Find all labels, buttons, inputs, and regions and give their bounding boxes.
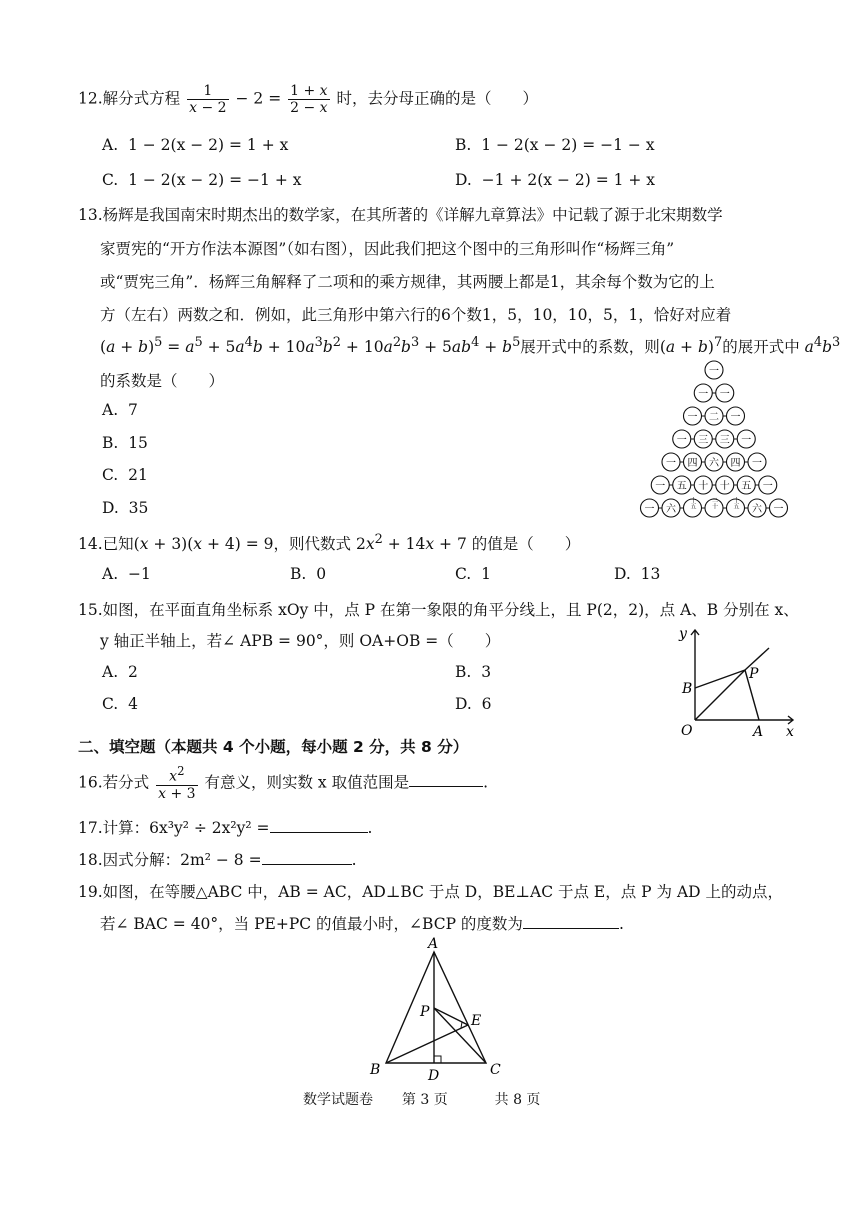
section-fill-in-title: 二、填空题（本题共 4 个小题，每小题 2 分，共 8 分） bbox=[78, 738, 469, 756]
triangle-cell-label: 一 bbox=[752, 458, 762, 469]
triangle-cell-label: 五 bbox=[676, 481, 687, 492]
triangle-cell-label: 六 bbox=[752, 504, 762, 515]
q13-option-d[interactable]: D. 35 bbox=[102, 499, 149, 517]
q12-option-b[interactable]: B. 1 − 2(x − 2) = −1 − x bbox=[455, 136, 655, 154]
triangle-cell-label: 一 bbox=[698, 389, 709, 400]
triangle-cell-label: 五 bbox=[741, 481, 752, 492]
triangle-cell-label: 四 bbox=[687, 458, 698, 469]
q12-pre: 解分式方程 bbox=[102, 89, 181, 108]
triangle-cell-label: 三 bbox=[719, 435, 730, 446]
right-angle-d bbox=[434, 1056, 441, 1063]
q14-option-c[interactable]: C. 1 bbox=[455, 565, 491, 583]
triangle-cell-label: 一 bbox=[709, 366, 719, 377]
q12-stem: 12.解分式方程 $\frac{1}{x - 2}$ − 2 = $\frac{1 + x}{2 - x}$ 时，去分母正确的是（ ） bbox=[78, 83, 539, 116]
q19-triangle-figure bbox=[362, 932, 512, 1082]
q13-option-b[interactable]: B. 15 bbox=[102, 434, 148, 452]
q15-option-b[interactable]: B. 3 bbox=[455, 663, 492, 681]
q13-line1: 13.杨辉是我国南宋时期杰出的数学家，在其所著的《详解九章算法》中记载了源于北宋期数学 bbox=[78, 206, 723, 224]
triangle-cell-label: 六 bbox=[709, 458, 719, 469]
q14-stem: 14.已知(x + 3)(x + 4) = 9，则代数式 $2x^2 + 14x + 7$ 的值是（ ） bbox=[78, 532, 581, 554]
q13-option-c[interactable]: C. 21 bbox=[102, 466, 148, 484]
triangle-cell-label: 一 bbox=[773, 504, 784, 515]
label-c: C bbox=[490, 1062, 501, 1078]
q19-line2: 若∠ BAC = 40°，当 PE+PC 的值最小时，∠BCP 的度数为 . bbox=[100, 915, 624, 933]
label-e: E bbox=[471, 1013, 482, 1029]
triangle-cell-label: 四 bbox=[730, 458, 741, 469]
triangle-cell-label: 一 bbox=[676, 435, 687, 446]
q17-answer-blank[interactable] bbox=[270, 818, 368, 833]
triangle-cell-label: 六 bbox=[666, 504, 676, 515]
q13-line6: 的系数是（ ） bbox=[100, 372, 225, 390]
label-a: A bbox=[428, 936, 439, 952]
triangle-cell-label: 一 bbox=[730, 412, 741, 423]
triangle-cell-label: 一 bbox=[666, 458, 676, 469]
q15-line1: 15.如图，在平面直角坐标系 xOy 中，点 P 在第一象限的角平分线上，且 P(2，2)，点 A、B 分别在 x、 bbox=[78, 601, 799, 619]
segment-bp bbox=[695, 670, 745, 688]
footer-title: 数学试题卷 bbox=[303, 1092, 373, 1108]
q12-post: 时，去分母正确的是（ ） bbox=[336, 89, 539, 108]
footer-page: 第 3 页 bbox=[401, 1092, 448, 1108]
label-p: P bbox=[749, 666, 759, 682]
label-y: y bbox=[679, 626, 687, 642]
q17-stem: 17.计算：6x³y² ÷ 2x²y² = . bbox=[78, 819, 373, 837]
q12-frac-right: $\frac{1 + x}{2 - x}$ bbox=[290, 83, 328, 116]
q16-stem: 16.若分式 $\frac{x^2}{x + 3}$ 有意义，则实数 x 取值范围是 . bbox=[78, 764, 489, 802]
triangle-cell-label: 一 bbox=[644, 504, 655, 515]
q13-line5: $(a + b)^5 = a^5 + 5a^4b + 10a^3b^2 + 10a^2b^3 + 5ab^4 + b^5$展开式中的系数，则$(a + b)^7$的展开式中 $a^4b^3$ bbox=[100, 335, 841, 357]
q15-line2: y 轴正半轴上，若∠ APB = 90°，则 OA+OB =（ ） bbox=[100, 632, 501, 650]
q18-expression: 2m² − 8 = bbox=[180, 851, 262, 869]
q12-option-d[interactable]: D. −1 + 2(x − 2) = 1 + x bbox=[455, 171, 656, 189]
triangle-cell-label: 一 bbox=[719, 389, 730, 400]
q12-option-a[interactable]: A. 1 − 2(x − 2) = 1 + x bbox=[102, 136, 289, 154]
q16-answer-blank[interactable] bbox=[409, 772, 483, 787]
label-b: B bbox=[370, 1062, 381, 1078]
q17-expression: 6x³y² ÷ 2x²y² = bbox=[149, 819, 270, 837]
footer bbox=[303, 1089, 540, 1109]
q14-option-a[interactable]: A. −1 bbox=[102, 565, 151, 583]
label-o: O bbox=[681, 723, 693, 739]
q18-answer-blank[interactable] bbox=[262, 850, 352, 865]
triangle-cell-label: 二十 bbox=[710, 497, 718, 509]
triangle-cell-label: 一 bbox=[762, 481, 773, 492]
segment-op bbox=[695, 670, 745, 720]
q12-number: 12. bbox=[78, 89, 103, 108]
q18-stem: 18.因式分解：2m² − 8 = . bbox=[78, 851, 357, 869]
q14-option-d[interactable]: D. 13 bbox=[614, 565, 661, 583]
q13-line3: 或“贾宪三角”．杨辉三角解释了二项和的乘方规律，其两腰上都是1，其余每个数为它的上 bbox=[100, 273, 715, 291]
triangle-cell-label: 十 bbox=[719, 481, 730, 492]
triangle-cell-label: 十 bbox=[698, 481, 709, 492]
triangle-cell-label: 三 bbox=[698, 435, 709, 446]
q16-fraction: $\frac{x^2}{x + 3}$ bbox=[158, 764, 196, 802]
triangle-cell-label: 十五 bbox=[689, 497, 696, 509]
triangle-cell-label: 一 bbox=[655, 481, 666, 492]
q19-answer-blank[interactable] bbox=[523, 914, 619, 929]
triangle-cell-label: 一 bbox=[741, 435, 752, 446]
q15-coordinate-figure bbox=[665, 622, 805, 742]
q15-option-c[interactable]: C. 4 bbox=[102, 695, 138, 713]
label-p: P bbox=[420, 1004, 430, 1020]
q19-line1: 19.如图，在等腰△ABC 中，AB = AC，AD⊥BC 于点 D，BE⊥AC 于点 E，点 P 为 AD 上的动点， bbox=[78, 883, 783, 901]
q13-option-a[interactable]: A. 7 bbox=[102, 401, 138, 419]
q13-line4: 方（左右）两数之和．例如，此三角形中第六行的6个数1，5，10，10，5，1，恰好对应着 bbox=[100, 306, 732, 324]
triangle-cell-label: 一 bbox=[687, 412, 698, 423]
triangle-cell-label: 十五 bbox=[732, 497, 739, 509]
q12-option-c[interactable]: C. 1 − 2(x − 2) = −1 + x bbox=[102, 171, 302, 189]
q12-frac-left: $\frac{1}{x - 2}$ bbox=[189, 83, 227, 116]
q14-option-b[interactable]: B. 0 bbox=[290, 565, 327, 583]
q13-line2: 家贾宪的“开方作法本源图”（如右图），因此我们把这个图中的三角形叫作“杨辉三角” bbox=[100, 240, 675, 258]
yanghui-triangle-figure bbox=[636, 358, 792, 528]
label-b: B bbox=[682, 681, 693, 697]
q15-option-a[interactable]: A. 2 bbox=[102, 663, 138, 681]
label-x: x bbox=[786, 724, 794, 740]
label-d: D bbox=[428, 1068, 440, 1082]
footer-total: 共 8 页 bbox=[494, 1092, 541, 1108]
q15-option-d[interactable]: D. 6 bbox=[455, 695, 492, 713]
triangle-cell-label: 二 bbox=[709, 412, 719, 423]
label-a: A bbox=[753, 724, 764, 740]
